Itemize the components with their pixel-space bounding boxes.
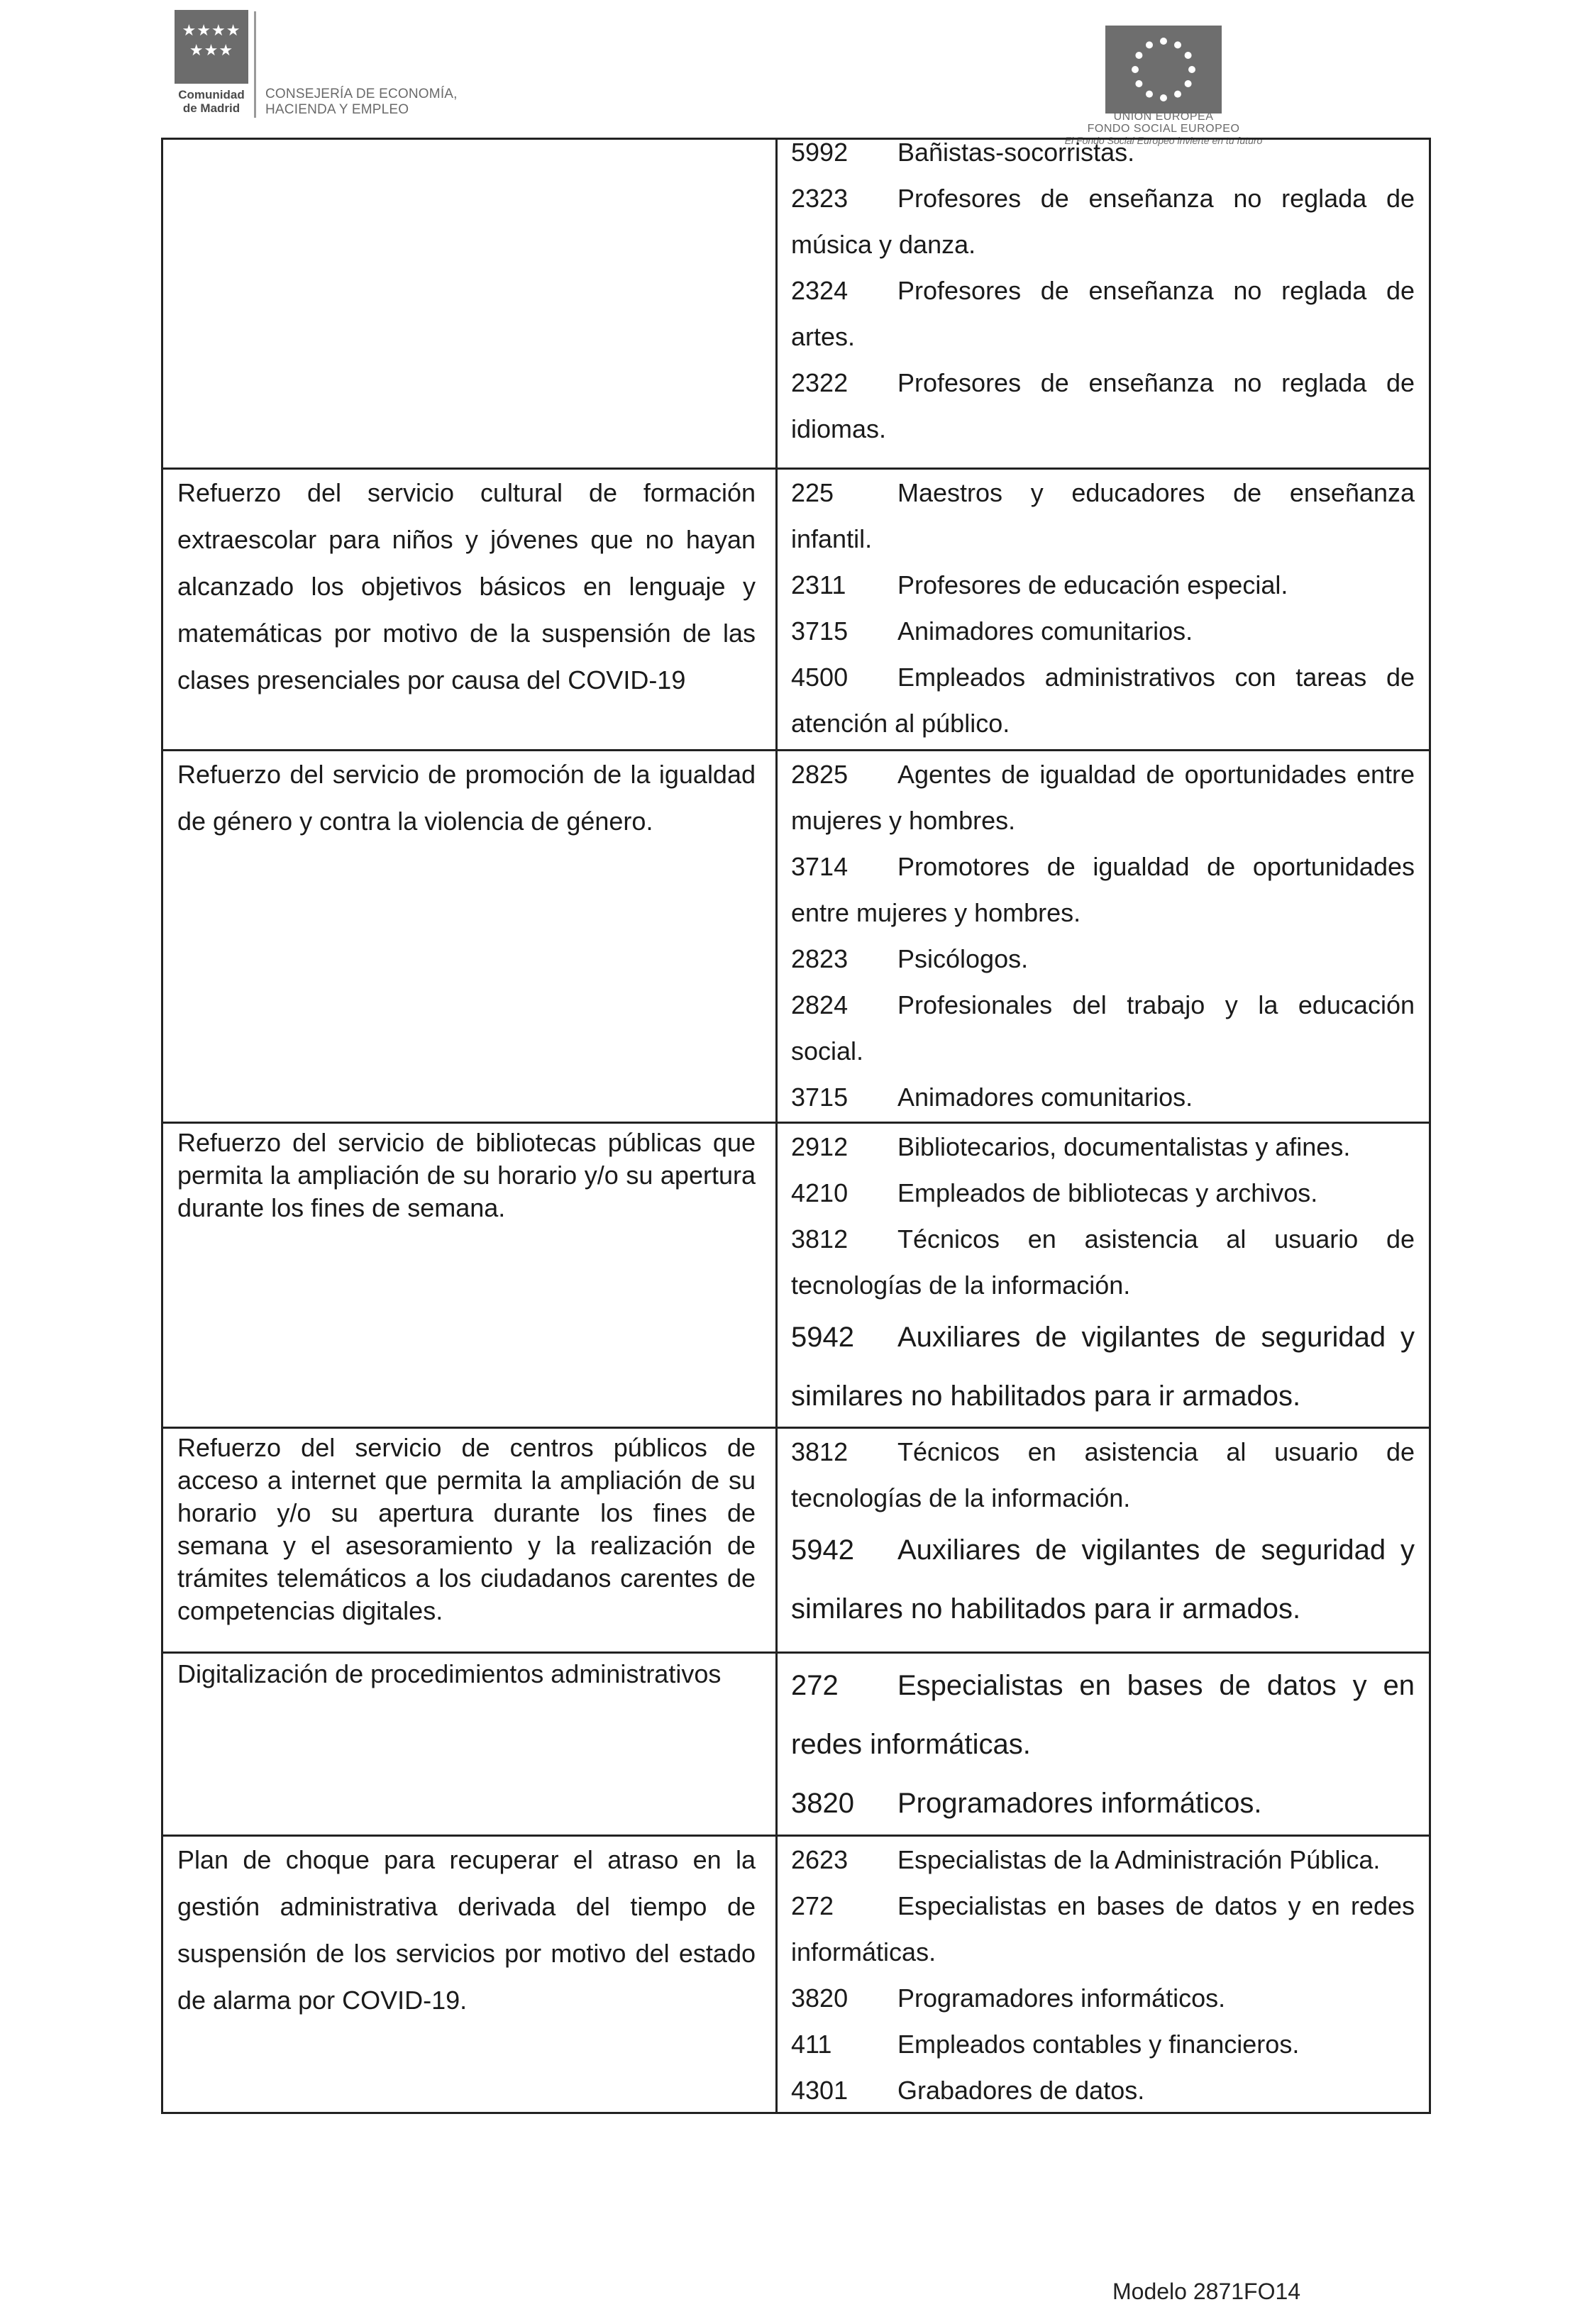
department-name xyxy=(265,87,458,118)
occupation-code: 3812 xyxy=(791,1437,849,1466)
occupation-code: 272 xyxy=(791,1670,839,1701)
madrid-name-line1: Comunidad xyxy=(178,88,245,101)
occupation-entry xyxy=(791,1170,1415,1216)
occupation-code: 2825 xyxy=(791,760,849,789)
row-occupations xyxy=(791,470,1415,746)
occupation-entry xyxy=(791,175,1415,267)
occupation-entry xyxy=(791,1216,1415,1308)
occupations-table xyxy=(161,138,1431,2114)
table-row xyxy=(163,749,1429,1122)
occupation-text: Bañistas-socorristas. xyxy=(897,138,1135,167)
occupation-entry xyxy=(791,1774,1415,1833)
madrid-logo-name xyxy=(175,88,248,115)
table-row xyxy=(163,467,1429,749)
row-occupations xyxy=(791,129,1415,452)
occupation-text: Auxiliares de vigilantes de seguridad y similares no habilitados para ir armados. xyxy=(791,1534,1415,1625)
occupation-text: Especialistas en bases de datos y en redes informáticas. xyxy=(791,1670,1415,1760)
occupation-code: 2824 xyxy=(791,990,849,1019)
occupation-code: 4500 xyxy=(791,663,849,692)
occupation-entry xyxy=(791,2021,1415,2067)
logo-divider xyxy=(254,11,256,118)
occupation-text: Bibliotecarios, documentalistas y afines. xyxy=(897,1132,1351,1161)
occupation-code: 5992 xyxy=(791,138,849,167)
occupation-code: 5942 xyxy=(791,1322,854,1353)
occupation-text: Promotores de igualdad de oportunidades entre mujeres y hombres. xyxy=(791,852,1415,927)
madrid-name-line2: de Madrid xyxy=(182,101,241,115)
row-description: Plan de choque para recuperar el atraso en la gestión administrativa derivada del tiempo de suspensión de los servicios por motivo del estado de alarma por COVID-19. xyxy=(177,1845,756,2015)
occupation-entry xyxy=(791,2067,1415,2113)
occupation-entry xyxy=(791,1656,1415,1774)
occupation-text: Animadores comunitarios. xyxy=(897,616,1193,646)
row-occupations xyxy=(791,1124,1415,1426)
occupation-entry xyxy=(791,1975,1415,2021)
eu-fse-logo xyxy=(1022,21,1305,146)
occupation-entry xyxy=(791,751,1415,843)
occupation-text: Agentes de igualdad de oportunidades entre mujeres y hombres. xyxy=(791,760,1415,835)
occupation-code: 2311 xyxy=(791,570,846,599)
comunidad-de-madrid-logo xyxy=(175,10,472,116)
occupation-text: Profesores de enseñanza no reglada de idiomas. xyxy=(791,368,1415,443)
occupation-entry xyxy=(791,470,1415,562)
occupation-text: Auxiliares de vigilantes de seguridad y similares no habilitados para ir armados. xyxy=(791,1322,1415,1412)
eu-line3: El Fondo Social Europeo invierte en tu futuro xyxy=(1064,135,1263,146)
occupation-code: 3714 xyxy=(791,852,849,881)
occupation-entry xyxy=(791,654,1415,746)
occupation-code: 4301 xyxy=(791,2076,849,2105)
occupation-entry xyxy=(791,982,1415,1074)
table-row xyxy=(163,1835,1429,2114)
occupation-entry xyxy=(791,1074,1415,1120)
row-description: Refuerzo del servicio cultural de formación extraescolar para niños y jóvenes que no hayan alcanzado los objetivos básicos en lenguaje y matemáticas por motivo de la suspensión de las clases presenciales por causa del COVID-19 xyxy=(177,478,756,695)
madrid-flag-icon: ★★★★ ★★★ xyxy=(175,10,248,84)
occupation-text: Animadores comunitarios. xyxy=(897,1083,1193,1112)
occupation-entry xyxy=(791,360,1415,452)
eu-line2: FONDO SOCIAL EUROPEO xyxy=(1087,123,1240,135)
occupation-entry xyxy=(791,1308,1415,1426)
occupation-text: Especialistas de la Administración Pública. xyxy=(897,1845,1381,1874)
row-description: Refuerzo del servicio de centros públicos de acceso a internet que permita la ampliación de su horario y/o su apertura durante los fines de semana y el asesoramiento y la realización de trámites telemáticos a los ciudadanos carentes de competencias digitales. xyxy=(177,1433,756,1625)
occupation-code: 3715 xyxy=(791,616,849,646)
row-description: Digitalización de procedimientos administrativos xyxy=(177,1659,722,1688)
occupation-text: Empleados administrativos con tareas de atención al público. xyxy=(791,663,1415,738)
eu-line1: UNIÓN EUROPEA xyxy=(1113,111,1214,123)
occupation-entry xyxy=(791,562,1415,608)
occupation-code: 3820 xyxy=(791,1983,849,2013)
occupation-text: Empleados contables y financieros. xyxy=(897,2030,1300,2059)
table-row xyxy=(163,1122,1429,1427)
occupation-code: 3820 xyxy=(791,1788,854,1819)
occupation-text: Especialistas en bases de datos y en redes informáticas. xyxy=(791,1891,1415,1966)
model-number: Modelo 2871FO14 xyxy=(1112,2279,1301,2304)
occupation-code: 2324 xyxy=(791,276,849,305)
occupation-code: 3715 xyxy=(791,1083,849,1112)
occupation-code: 3812 xyxy=(791,1224,849,1254)
occupation-text: Maestros y educadores de enseñanza infantil. xyxy=(791,478,1415,553)
occupation-code: 2322 xyxy=(791,368,849,397)
occupation-entry xyxy=(791,1521,1415,1639)
row-occupations xyxy=(791,1429,1415,1639)
occupation-text: Programadores informáticos. xyxy=(897,1788,1262,1819)
occupation-code: 411 xyxy=(791,2030,832,2059)
occupation-entry xyxy=(791,1883,1415,1975)
table-row xyxy=(163,1427,1429,1651)
occupation-text: Programadores informáticos. xyxy=(897,1983,1226,2013)
occupation-code: 225 xyxy=(791,478,834,507)
occupation-code: 4210 xyxy=(791,1178,849,1207)
occupation-code: 2323 xyxy=(791,184,849,213)
department-line1: CONSEJERÍA DE ECONOMÍA, xyxy=(265,87,458,101)
occupation-code: 2823 xyxy=(791,944,849,973)
row-description: Refuerzo del servicio de bibliotecas públicas que permita la ampliación de su horario y/o su apertura durante los fines de semana. xyxy=(177,1128,756,1222)
table-row xyxy=(163,138,1429,467)
occupation-text: Profesores de enseñanza no reglada de música y danza. xyxy=(791,184,1415,259)
row-occupations xyxy=(791,751,1415,1120)
eu-flag-icon xyxy=(1105,26,1222,114)
occupation-entry xyxy=(791,1124,1415,1170)
row-description: Refuerzo del servicio de promoción de la igualdad de género y contra la violencia de género. xyxy=(177,760,756,836)
occupation-text: Profesores de educación especial. xyxy=(897,570,1288,599)
occupation-text: Grabadores de datos. xyxy=(897,2076,1145,2105)
occupation-entry xyxy=(791,1837,1415,1883)
row-occupations xyxy=(791,1837,1415,2113)
occupation-text: Empleados de bibliotecas y archivos. xyxy=(897,1178,1318,1207)
occupation-entry xyxy=(791,608,1415,654)
occupation-entry xyxy=(791,129,1415,175)
occupation-code: 5942 xyxy=(791,1534,854,1566)
occupation-code: 2623 xyxy=(791,1845,849,1874)
department-line2: HACIENDA Y EMPLEO xyxy=(265,102,409,117)
row-occupations xyxy=(791,1656,1415,1833)
occupation-entry xyxy=(791,1429,1415,1521)
occupation-text: Técnicos en asistencia al usuario de tecnologías de la información. xyxy=(791,1437,1415,1512)
occupation-text: Profesionales del trabajo y la educación social. xyxy=(791,990,1415,1066)
occupation-text: Técnicos en asistencia al usuario de tecnologías de la información. xyxy=(791,1224,1415,1300)
occupation-entry xyxy=(791,936,1415,982)
occupation-code: 2912 xyxy=(791,1132,849,1161)
table-row xyxy=(163,1651,1429,1835)
occupation-text: Psicólogos. xyxy=(897,944,1029,973)
occupation-code: 272 xyxy=(791,1891,834,1920)
occupation-entry xyxy=(791,267,1415,360)
occupation-text: Profesores de enseñanza no reglada de artes. xyxy=(791,276,1415,351)
occupation-entry xyxy=(791,843,1415,936)
